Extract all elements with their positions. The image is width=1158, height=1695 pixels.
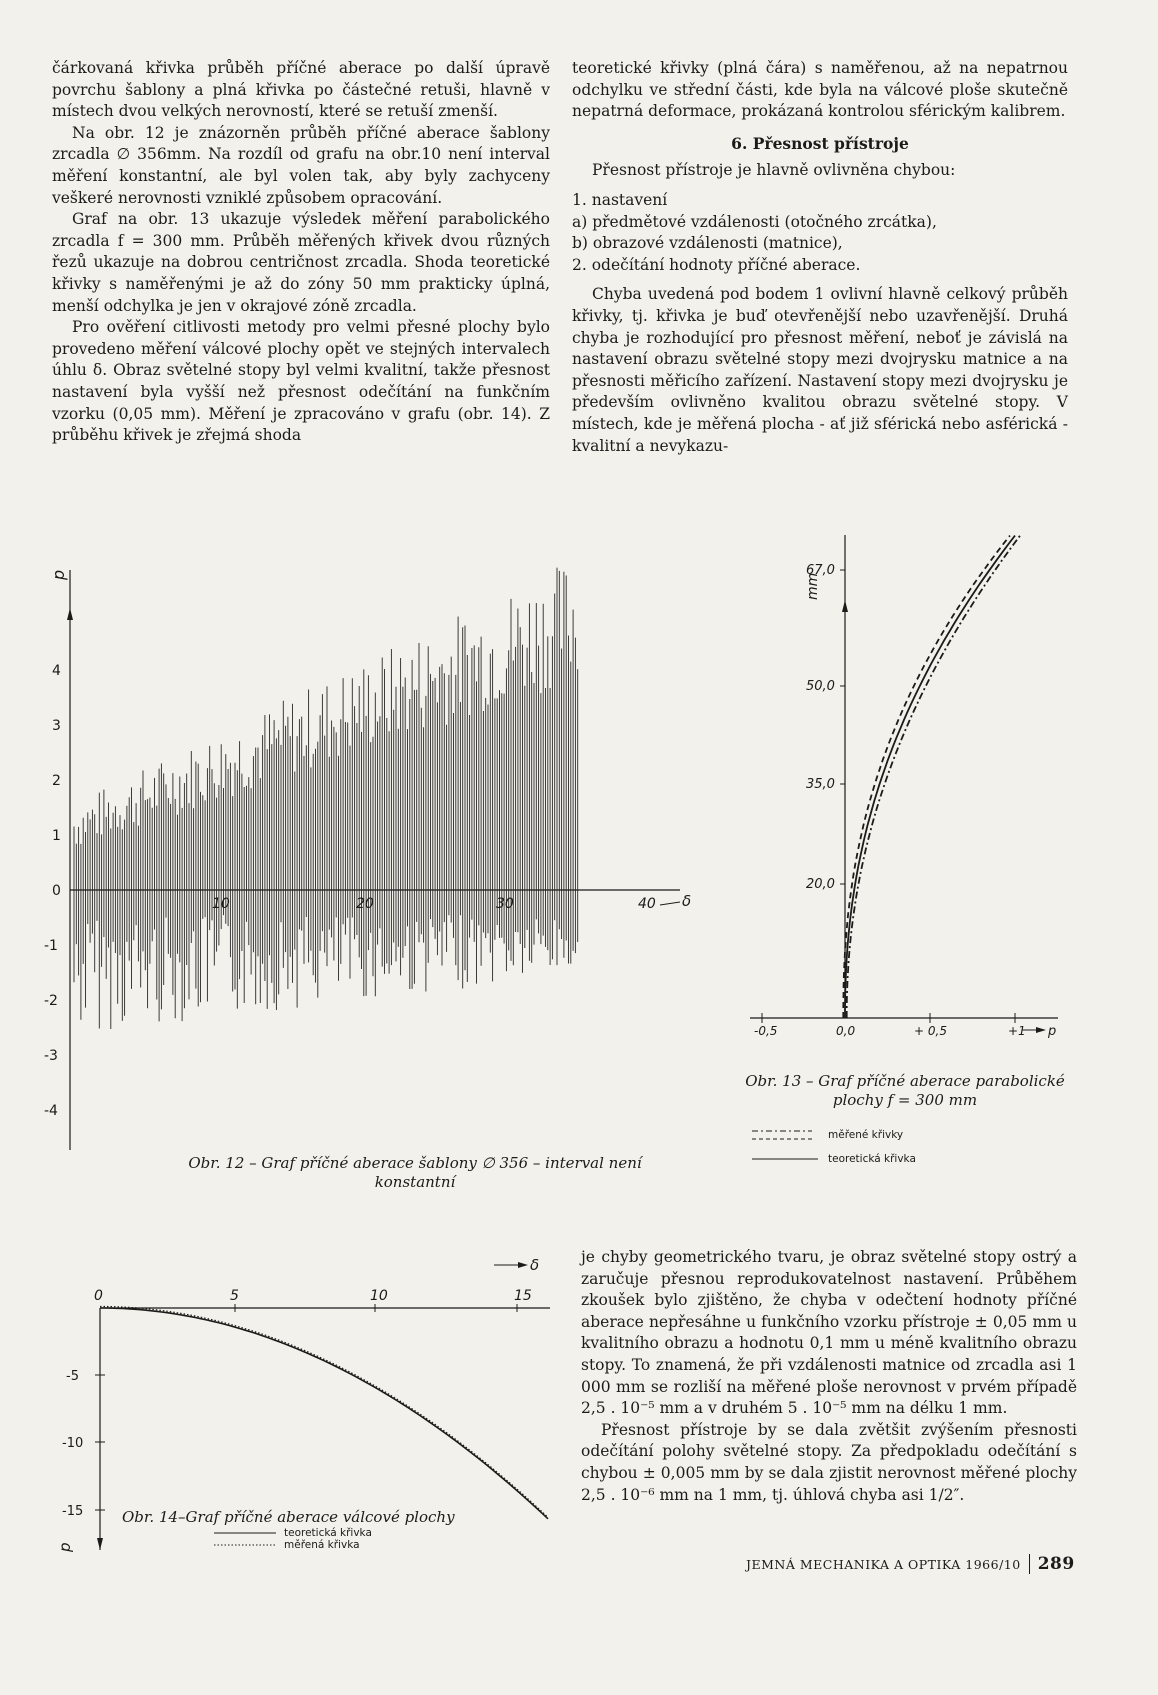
fig12-x-tick: 40 [638,896,656,912]
fig14-measured-curve [100,1307,548,1518]
fig12-y-tick: 2 [52,773,61,789]
legend-row [752,1152,916,1166]
fig12-caption [155,1154,675,1192]
fig12-y-tick: 1 [52,828,61,844]
fig14-y-arrow-icon [97,1538,103,1550]
fig14-y-tick: -5 [66,1369,79,1384]
fig12-x-tick: 20 [356,896,374,912]
fig14-y-tick: -10 [62,1436,84,1451]
fig13-y-tick: 20,0 [806,877,835,892]
fig13-y-tick: 67,0 [806,563,835,578]
fig14-theoretical-curve [100,1308,548,1519]
legend-label: teoretická křivka [828,1153,916,1165]
page-footer [746,1554,1075,1574]
fig12-y-tick: -4 [44,1103,58,1119]
fig14-x-tick: 5 [230,1288,239,1304]
fig12-y-tick: 3 [52,718,61,734]
paragraph: je chyby geometrického tvaru, je obraz světelné stopy ostrý a zaručuje přesnou reprodukovatelnost nastavení. Průběhem zkoušek bylo zjištěno, že chyba v odečtení hodnoty příčné aberace nepřesáhne u funkčního vzorku přístroje ± 0,05 mm u kvalitního obrazu a hodnotu 0,1 mm u méně kvalitního obrazu stopy. To znamená, že při vzdálenosti matnice od zrcadla asi 1 000 mm se rozliší na měřené ploše nerovnost v prvém případě 2,5 . 10⁻⁵ mm a v druhém 5 . 10⁻⁵ mm na délku 1 mm. [581,1248,1077,1418]
page-number: 289 [1029,1554,1075,1574]
paragraph: teoretické křivky (plná čára) s naměřenou, až na nepatrnou odchylku ve střední části, kde byla na válcové ploše skutečně nepatrná deformace, prokázaná kontrolou sférickým kalibrem. [572,59,1068,121]
paragraph: Přesnost přístroje je hlavně ovlivněna chybou: [592,161,956,180]
fig13-x-tick: 0,0 [836,1024,856,1038]
fig13-theoretical-curve [845,536,1015,1018]
fig14-y-tick: -15 [62,1504,84,1519]
legend-row [214,1539,372,1551]
legend-row [752,1128,916,1142]
legend-row [214,1527,372,1539]
fig14-legend [214,1527,372,1551]
fig14-x-tick: 15 [514,1288,532,1304]
fig12-x-tick: 10 [212,896,230,912]
fig13-y-tick: 50,0 [806,679,835,694]
fig12-bars [74,568,578,1029]
fig12-x-label: δ [682,892,692,910]
paragraph: Graf na obr. 13 ukazuje výsledek měření parabolického zrcadla f = 300 mm. Průběh měřených křivek dvou různých řezů ukazuje na dobrou centričnost zrcadla. Shoda teoretické křivky s naměřenými je až do zóny 50 mm prakticky úplná, menší odchylka je jen v okrajové zóně zrcadla. [52,210,550,315]
journal-name: JEMNÁ MECHANIKA A OPTIKA 1966/10 [746,1556,1021,1572]
fig12-y-tick: -2 [44,993,58,1009]
paragraph: Přesnost přístroje by se dala zvětšit zvýšením přesnosti odečítání polohy světelné stopy. Za předpokladu odečítání s chybou ± 0,005 mm by se dala zjistit nerovnost měřené plochy 2,5 . 10⁻⁶ mm na 1 mm, tj. úhlová chyba asi 1/2″. [581,1420,1077,1504]
right-column [572,58,1068,457]
fig13-x-tick: + 0,5 [914,1024,947,1038]
fig12-y-tick: 0 [52,883,61,899]
fig13-x-tick: +1 [1008,1024,1026,1038]
fig13-x-label: p [1048,1024,1057,1039]
fig13-caption-line: plochy f = 300 mm [832,1091,978,1109]
left-column [52,58,550,447]
list-item: 2. odečítání hodnoty příčné aberace. [572,255,861,274]
fig12-y-arrow-icon [67,608,73,620]
fig12-caption-line: Obr. 12 – Graf příčné aberace šablony ∅ 356 – interval není [188,1154,642,1172]
fig13-caption-line: Obr. 13 – Graf příčné aberace parabolické [745,1072,1065,1090]
fig14-x-tick: 10 [370,1288,388,1304]
fig13-chart [740,530,1080,1050]
fig13-measured-curve-dashdot [847,536,1020,1018]
fig14-y-label: p [56,1542,74,1552]
fig13-measured-curve-dashed [843,536,1010,1018]
list-item: b) obrazové vzdálenosti (matnice), [572,234,843,253]
fig12-chart [40,560,700,1180]
fig12-y-tick: -3 [44,1048,58,1064]
fig14-x-tick: 0 [94,1288,103,1304]
fig13-y-label: mm [805,572,821,600]
paragraph: čárkovaná křivka průběh příčné aberace po další úpravě povrchu šablony a plná křivka po částečné retuši, hlavně v místech dvou velkých nerovností, které se retuší zmenší. [52,59,550,121]
legend-label: teoretická křivka [284,1527,372,1539]
legend-dotted-swatch [214,1539,280,1551]
legend-solid-swatch [752,1152,820,1166]
fig13-caption [740,1072,1070,1110]
fig12-caption-line: konstantní [374,1173,456,1191]
fig13-y-arrow-icon [842,600,848,612]
fig13-y-tick: 35,0 [806,777,835,792]
fig12-y-tick: -1 [44,938,58,954]
legend-label: měřené křivky [828,1129,904,1141]
paragraph: Na obr. 12 je znázorněn průběh příčné aberace šablony zrcadla ∅ 356mm. Na rozdíl od grafu na obr.10 není interval měření konstantní, ale byl volen tak, aby byly zachyceny veškeré nerovnosti vzniklé způsobem opracování. [52,123,550,207]
fig14-x-label: δ [530,1256,540,1274]
legend-dashdot-swatch [752,1128,820,1142]
fig12-x-arrow-icon [660,902,680,905]
paragraph: Chyba uvedená pod bodem 1 ovlivní hlavně celkový průběh křivky, tj. křivka je buď otevřenější nebo uzavřenější. Druhá chyba je rozhodující pro přesnost měření, neboť je závislá na nastavení obrazu světelné stopy mezi dvojrysku matnice a na přesnosti měřicího zařízení. Nastavení stopy mezi dvojrysku je především ovlivněno kvalitou obrazu světelné stopy. V místech, kde je měřená plocha - ať již sférická nebo asférická - kvalitní a nevykazu- [572,285,1068,455]
fig13-legend [752,1128,916,1166]
paragraph: Pro ověření citlivosti metody pro velmi přesné plochy bylo provedeno měření válcové plochy opět ve stejných intervalech úhlu δ. Obraz světelné stopy byl velmi kvalitní, takže přesnost nastavení byla vyšší než přesnost odečítání na funkčním vzorku (0,05 mm). Měření je zpracováno v grafu (obr. 14). Z průběhu křivek je zřejmá shoda [52,318,550,445]
fig12-y-label: p [49,569,68,580]
legend-solid-swatch [214,1527,280,1539]
list-item: 1. nastavení [572,190,668,209]
section-heading: 6. Přesnost přístroje [731,133,909,153]
error-list [572,190,1068,276]
fig12-x-tick: 30 [496,896,514,912]
fig14-caption: Obr. 14–Graf příčné aberace válcové plochy [122,1508,455,1526]
legend-label: měřená křivka [284,1539,360,1551]
right-column-bottom [581,1247,1077,1506]
fig12-y-tick: 4 [52,663,61,679]
fig13-x-tick: -0,5 [754,1024,778,1038]
list-item: a) předmětové vzdálenosti (otočného zrcátka), [572,212,937,231]
